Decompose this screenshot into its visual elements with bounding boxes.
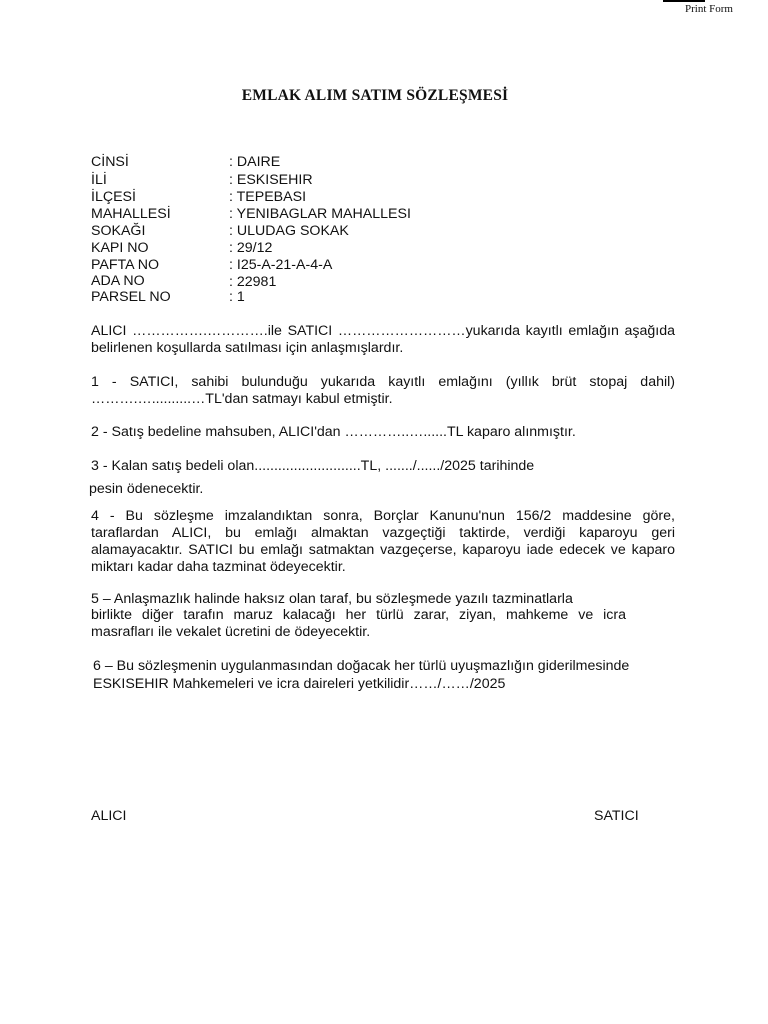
clause-5-line-1: 5 – Anlaşmazlık halinde haksız olan taraf, bu sözleşmede yazılı tazminatlarla [91,591,573,607]
field-value-pafta-no: : I25-A-21-A-4-A [229,257,333,273]
clause-6-line-2: ESKISEHIR Mahkemeleri ve icra daireleri yetkilidir……/……/2025 [93,676,506,692]
field-label-sokagi: SOKAĞI [91,223,146,239]
field-label-ilcesi: İLÇESİ [91,189,136,205]
print-form-button[interactable]: Print Form [685,3,733,15]
field-label-mahallesi: MAHALLESİ [91,206,171,222]
document-title: EMLAK ALIM SATIM SÖZLEŞMESİ [241,87,509,104]
field-label-kapi-no: KAPI NO [91,240,149,256]
field-value-parsel-no: : 1 [229,289,245,305]
clause-3-line-2: pesin ödenecektir. [89,481,204,497]
field-value-cinsi: : DAIRE [229,154,281,170]
field-value-ada-no: : 22981 [229,274,277,290]
field-value-kapi-no: : 29/12 [229,240,273,256]
clause-1: 1 - SATICI, sahibi bulunduğu yukarıda kayıtlı emlağını (yıllık brüt stopaj dahil) ……….…..........…TL'dan satmayı kabul etmiştir. [91,374,675,407]
print-form-underline [663,0,705,2]
clause-4: 4 - Bu sözleşme imzalandıktan sonra, Borçlar Kanunu'nun 156/2 maddesine göre, taraflardan ALICI, bu emlağı almaktan vazgeçtiği taktirde, verdiği kaparoyu geri alamayacaktır. SATICI bu emlağı satmaktan vazgeçerse, kaparoyu iade edecek ve kaparo miktarı kadar daha tazminat ödeyecektir. [91,508,675,575]
signature-seller: SATICI [594,808,639,824]
field-value-ili: : ESKISEHIR [229,172,313,188]
field-value-mahallesi: : YENIBAGLAR MAHALLESI [229,206,411,222]
field-label-parsel-no: PARSEL NO [91,289,171,305]
field-label-pafta-no: PAFTA NO [91,257,160,273]
intro-paragraph: ALICI …………….………….ile SATICI ………………………yukarıda kayıtlı emlağın aşağıda belirlenen koşullarda satılması için anlaşmışlardır. [91,323,675,356]
field-label-ada-no: ADA NO [91,273,145,289]
clause-5-rest: birlikte diğer tarafın maruz kalacağı her türlü zarar, ziyan, mahkeme ve icra masrafları ile vekalet ücretini de ödeyecektir. [91,607,626,640]
clause-3-line-1: 3 - Kalan satış bedeli olan...........................TL, ......./....../2025 tarihinde [91,458,535,474]
field-value-sokagi: : ULUDAG SOKAK [229,223,349,239]
clause-2: 2 - Satış bedeline mahsuben, ALICI'dan …………..…......TL kaparo alınmıştır. [91,424,576,440]
field-label-ili: İLİ [91,172,107,188]
field-label-cinsi: CİNSİ [91,154,129,170]
signature-buyer: ALICI [91,808,127,824]
field-value-ilcesi: : TEPEBASI [229,189,307,205]
clause-6-line-1: 6 – Bu sözleşmenin uygulanmasından doğacak her türlü uyuşmazlığın giderilmesinde [93,658,630,674]
